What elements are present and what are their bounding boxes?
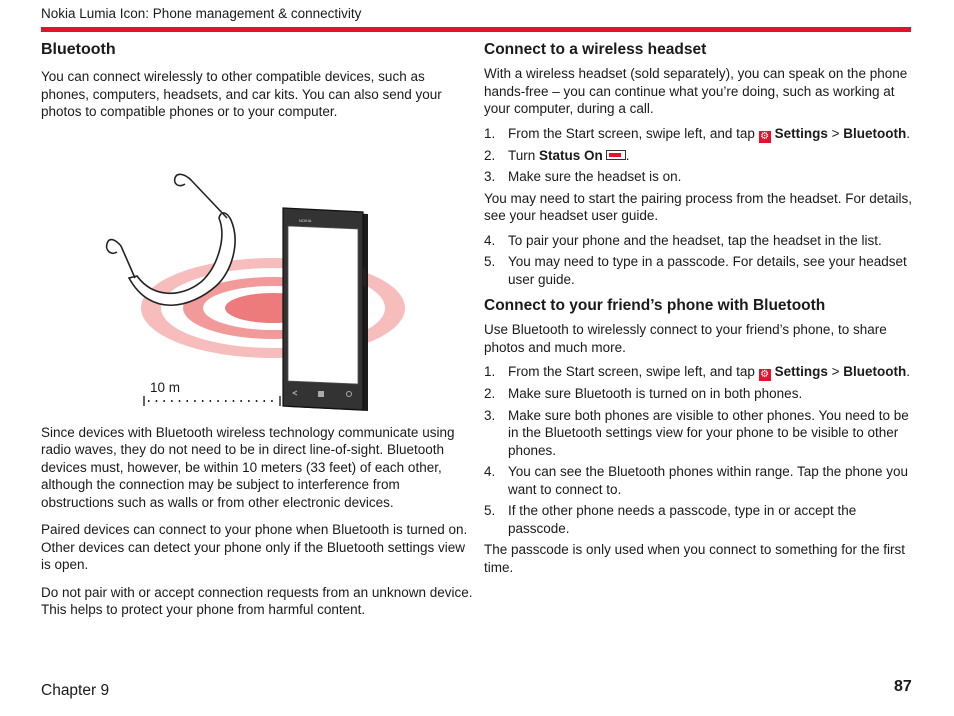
headset-steps-continued bbox=[484, 232, 916, 289]
bluetooth-paragraph-2: Paired devices can connect to your phone when Bluetooth is turned on. Other devices can detect your phone only if the Bluetooth settings view is open. bbox=[41, 522, 468, 572]
page-number: 87 bbox=[894, 678, 912, 695]
list-item: 4. You can see the Bluetooth phones within range. Tap the phone you want to connect to. bbox=[484, 464, 909, 497]
list-item: 1. From the Start screen, swipe left, and tap ⚙ Settings > Bluetooth. bbox=[484, 364, 911, 380]
settings-label: Settings bbox=[774, 364, 828, 379]
page-header: Nokia Lumia Icon: Phone management & connectivity bbox=[41, 6, 362, 21]
list-item: 5. If the other phone needs a passcode, type in or accept the passcode. bbox=[484, 503, 857, 536]
list-item: 2. Make sure Bluetooth is turned on in both phones. bbox=[484, 386, 803, 401]
nokia-phone-icon bbox=[283, 208, 368, 411]
list-item: 5. You may need to type in a passcode. For details, see your headset user guide. bbox=[484, 254, 907, 287]
bluetooth-paragraph-3: Do not pair with or accept connection requests from an unknown device. This helps to protect your phone from harmful content. bbox=[41, 584, 473, 617]
settings-label: Settings bbox=[774, 125, 828, 141]
right-column bbox=[484, 40, 916, 583]
headset-intro: With a wireless headset (sold separately), you can speak on the phone hands-free – you can continue what you’re doing, such as working at your computer, during a call. bbox=[484, 66, 908, 116]
bluetooth-heading: Bluetooth bbox=[41, 41, 116, 58]
header-red-bar bbox=[41, 27, 911, 32]
status-on-label: Status On bbox=[539, 147, 603, 163]
list-item: 3. Make sure both phones are visible to other phones. You need to be in the Bluetooth settings view for your phone to be visible to other phones. bbox=[484, 407, 909, 458]
friend-steps bbox=[484, 363, 916, 537]
list-item: 2. Turn Status On . bbox=[484, 147, 630, 163]
friend-phone-heading: Connect to your friend’s phone with Bluetooth bbox=[484, 297, 826, 314]
bluetooth-paragraph-1: Since devices with Bluetooth wireless technology communicate using radio waves, they do not need to be in direct line-of-sight. Bluetooth devices must, however, be within 10 meters (33 feet) of each other, although the connection may be subject to interference from obstructions such as walls or from other electronic devices. bbox=[41, 424, 455, 510]
settings-gear-icon: ⚙ bbox=[760, 369, 770, 380]
headset-heading: Connect to a wireless headset bbox=[484, 41, 707, 58]
chapter-label: Chapter 9 bbox=[41, 682, 110, 699]
friend-intro: Use Bluetooth to wirelessly connect to your friend’s phone, to share photos and much more. bbox=[484, 322, 887, 355]
settings-gear-icon: ⚙ bbox=[760, 130, 770, 142]
list-item: 3. Make sure the headset is on. bbox=[484, 169, 682, 184]
bluetooth-label: Bluetooth bbox=[843, 125, 907, 141]
bluetooth-label: Bluetooth bbox=[843, 364, 907, 379]
bluetooth-illustration bbox=[41, 128, 473, 418]
headset-note: You may need to start the pairing process from the headset. For details, see your headset user guide. bbox=[484, 190, 912, 223]
list-item: 1. From the Start screen, swipe left, and tap ⚙ Settings > Bluetooth. bbox=[484, 125, 911, 142]
headset-steps bbox=[484, 125, 916, 186]
headset-phone-range-image bbox=[41, 128, 473, 418]
phone-brand-label: NOKIA bbox=[299, 217, 312, 223]
toggle-on-icon bbox=[606, 150, 626, 160]
distance-label: 10 m bbox=[150, 379, 181, 395]
bluetooth-intro: You can connect wirelessly to other compatible devices, such as phones, computers, headsets, and car kits. You can also send your photos to compatible phones or to your computer. bbox=[41, 69, 442, 119]
windows-key-icon bbox=[318, 391, 324, 397]
friend-note: The passcode is only used when you connect to something for the first time. bbox=[484, 542, 905, 575]
list-item: 4. To pair your phone and the headset, tap the headset in the list. bbox=[484, 232, 882, 248]
left-column bbox=[41, 40, 473, 626]
phone-side-button bbox=[363, 268, 366, 286]
